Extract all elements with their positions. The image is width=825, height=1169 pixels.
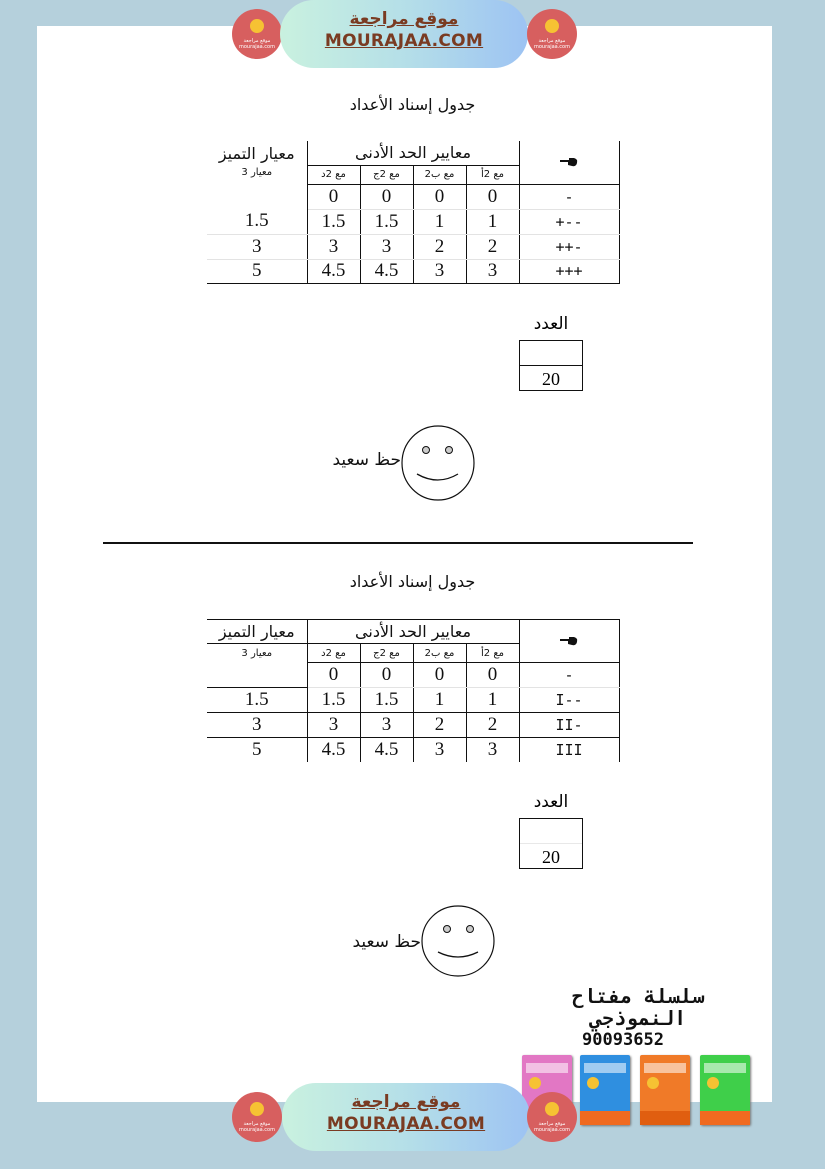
pointing-hand-icon xyxy=(560,636,578,646)
cell: 1 xyxy=(466,688,519,713)
criterion-2d-header: مع 2د xyxy=(307,644,360,663)
criterion-b2-header: مع ب2 xyxy=(413,644,466,663)
cell: 1 xyxy=(413,209,466,234)
excellence-cell: 1.5 xyxy=(207,688,307,713)
count-label: العدد xyxy=(533,792,569,812)
smiley-face-icon xyxy=(400,424,476,502)
cell: 2 xyxy=(466,713,519,738)
site-arabic-label: موقع مراجعة xyxy=(349,9,459,29)
logo-book-icon xyxy=(250,1102,264,1116)
cell: 4.5 xyxy=(360,738,413,762)
excellence-cell: 3 xyxy=(207,234,307,259)
cell: 4.5 xyxy=(307,738,360,762)
cell: 0 xyxy=(307,663,360,688)
cell: 0 xyxy=(307,184,360,209)
table-row xyxy=(207,259,619,283)
table-row xyxy=(207,234,619,259)
book-cover-6a xyxy=(580,1055,630,1125)
series-phone: 90093652 xyxy=(582,1030,664,1050)
criterion-2j-header: مع 2ج xyxy=(360,644,413,663)
site-link-pill[interactable] xyxy=(282,1083,530,1151)
score-total: 20 xyxy=(542,847,560,867)
score-total: 20 xyxy=(542,369,560,389)
cell: 0 xyxy=(466,184,519,209)
excellence-cell: 5 xyxy=(207,738,307,762)
book-cover-6c xyxy=(700,1055,750,1125)
book-cover-6b xyxy=(640,1055,690,1125)
excellence-cell: 5 xyxy=(207,259,307,283)
level-cell: +-- xyxy=(519,209,619,234)
minimum-criteria-header: معايير الحد الأدنى xyxy=(355,143,472,163)
cell: 0 xyxy=(413,663,466,688)
good-luck-label: حظ سعيد xyxy=(332,450,401,470)
cell: 3 xyxy=(413,738,466,762)
level-cell: - xyxy=(519,663,619,688)
cell: 3 xyxy=(307,713,360,738)
cell: 2 xyxy=(413,234,466,259)
good-luck-label: حظ سعيد xyxy=(352,932,421,952)
grading-table-1 xyxy=(207,141,620,284)
excellence-subheader: معيار 3 xyxy=(207,644,307,688)
cell: 3 xyxy=(466,259,519,283)
score-box xyxy=(519,818,583,869)
excellence-cell: 1.5 xyxy=(207,209,307,234)
grading-table-2 xyxy=(207,619,620,762)
logo-caption: موقع مراجعة mourajaa.com xyxy=(238,38,275,50)
smiley-face-icon xyxy=(420,904,496,978)
minimum-criteria-header: معايير الحد الأدنى xyxy=(307,620,519,644)
logo-caption: موقع مراجعة mourajaa.com xyxy=(533,1121,570,1133)
cell: 1.5 xyxy=(307,688,360,713)
level-cell: I-- xyxy=(519,688,619,713)
cell: 0 xyxy=(413,184,466,209)
site-url-label[interactable]: MOURAJAA.COM xyxy=(324,31,484,51)
excellence-subheader: معيار 3 xyxy=(207,165,307,209)
count-label: العدد xyxy=(533,314,569,334)
site-logo-left xyxy=(232,1092,282,1142)
table-row xyxy=(207,713,619,738)
level-cell: +++ xyxy=(519,259,619,283)
cell: 1 xyxy=(413,688,466,713)
table-row xyxy=(207,209,619,234)
site-banner-top[interactable] xyxy=(230,0,580,70)
cell: 4.5 xyxy=(307,259,360,283)
cell: 1.5 xyxy=(307,209,360,234)
site-link-pill[interactable] xyxy=(280,0,528,68)
level-cell: ++- xyxy=(519,234,619,259)
score-box xyxy=(519,340,583,391)
cell: 1.5 xyxy=(360,688,413,713)
cell: 0 xyxy=(466,663,519,688)
site-url-label[interactable]: MOURAJAA.COM xyxy=(326,1114,486,1134)
logo-caption: موقع مراجعة mourajaa.com xyxy=(238,1121,275,1133)
site-logo-right xyxy=(527,1092,577,1142)
good-luck-1 xyxy=(325,424,475,502)
site-arabic-label: موقع مراجعة xyxy=(351,1092,461,1112)
excellence-header: معيار التميز xyxy=(207,620,307,644)
criterion-2j-header: مع 2ج xyxy=(360,165,413,184)
cell: 0 xyxy=(360,184,413,209)
criterion-2a-header: مع 2أ xyxy=(466,165,519,184)
section-2-title: جدول إسناد الأعداد xyxy=(349,572,476,591)
logo-caption: موقع مراجعة mourajaa.com xyxy=(533,38,570,50)
site-logo-right xyxy=(527,9,577,59)
series-title: سلسلة مفتاح النموذجي xyxy=(571,984,705,1030)
site-logo-left xyxy=(232,9,282,59)
cell: 1 xyxy=(466,209,519,234)
pointing-hand-icon xyxy=(560,157,578,167)
cell: 4.5 xyxy=(360,259,413,283)
logo-book-icon xyxy=(545,19,559,33)
cell: 3 xyxy=(487,738,498,760)
cell: 0 xyxy=(360,663,413,688)
cell: 3 xyxy=(413,259,466,283)
level-cell: III xyxy=(519,738,619,762)
cell: 3 xyxy=(360,234,413,259)
criterion-b2-header: مع ب2 xyxy=(413,165,466,184)
table-row xyxy=(207,738,619,762)
excellence-cell: 3 xyxy=(207,713,307,738)
cell: 3 xyxy=(360,713,413,738)
cell: 2 xyxy=(413,713,466,738)
score-input[interactable] xyxy=(520,819,582,844)
criterion-2d-header: مع 2د xyxy=(307,165,360,184)
logo-book-icon xyxy=(545,1102,559,1116)
level-cell: II- xyxy=(519,713,619,738)
cell: 2 xyxy=(466,234,519,259)
level-cell: - xyxy=(519,184,619,209)
section-divider xyxy=(103,542,693,544)
logo-book-icon xyxy=(250,19,264,33)
count-box-2 xyxy=(519,792,583,869)
level-header xyxy=(519,141,619,184)
table-row xyxy=(207,688,619,713)
criterion-2a-header: مع 2أ xyxy=(466,644,519,663)
cell: 1.5 xyxy=(360,209,413,234)
excellence-header: معيار التميز xyxy=(207,141,307,165)
count-box-1 xyxy=(519,314,583,391)
score-input[interactable] xyxy=(520,341,582,366)
cell: 3 xyxy=(307,234,360,259)
section-1-title: جدول إسناد الأعداد xyxy=(349,95,476,114)
site-banner-bottom[interactable] xyxy=(230,1083,580,1153)
good-luck-2 xyxy=(345,904,495,976)
level-header xyxy=(519,620,619,663)
